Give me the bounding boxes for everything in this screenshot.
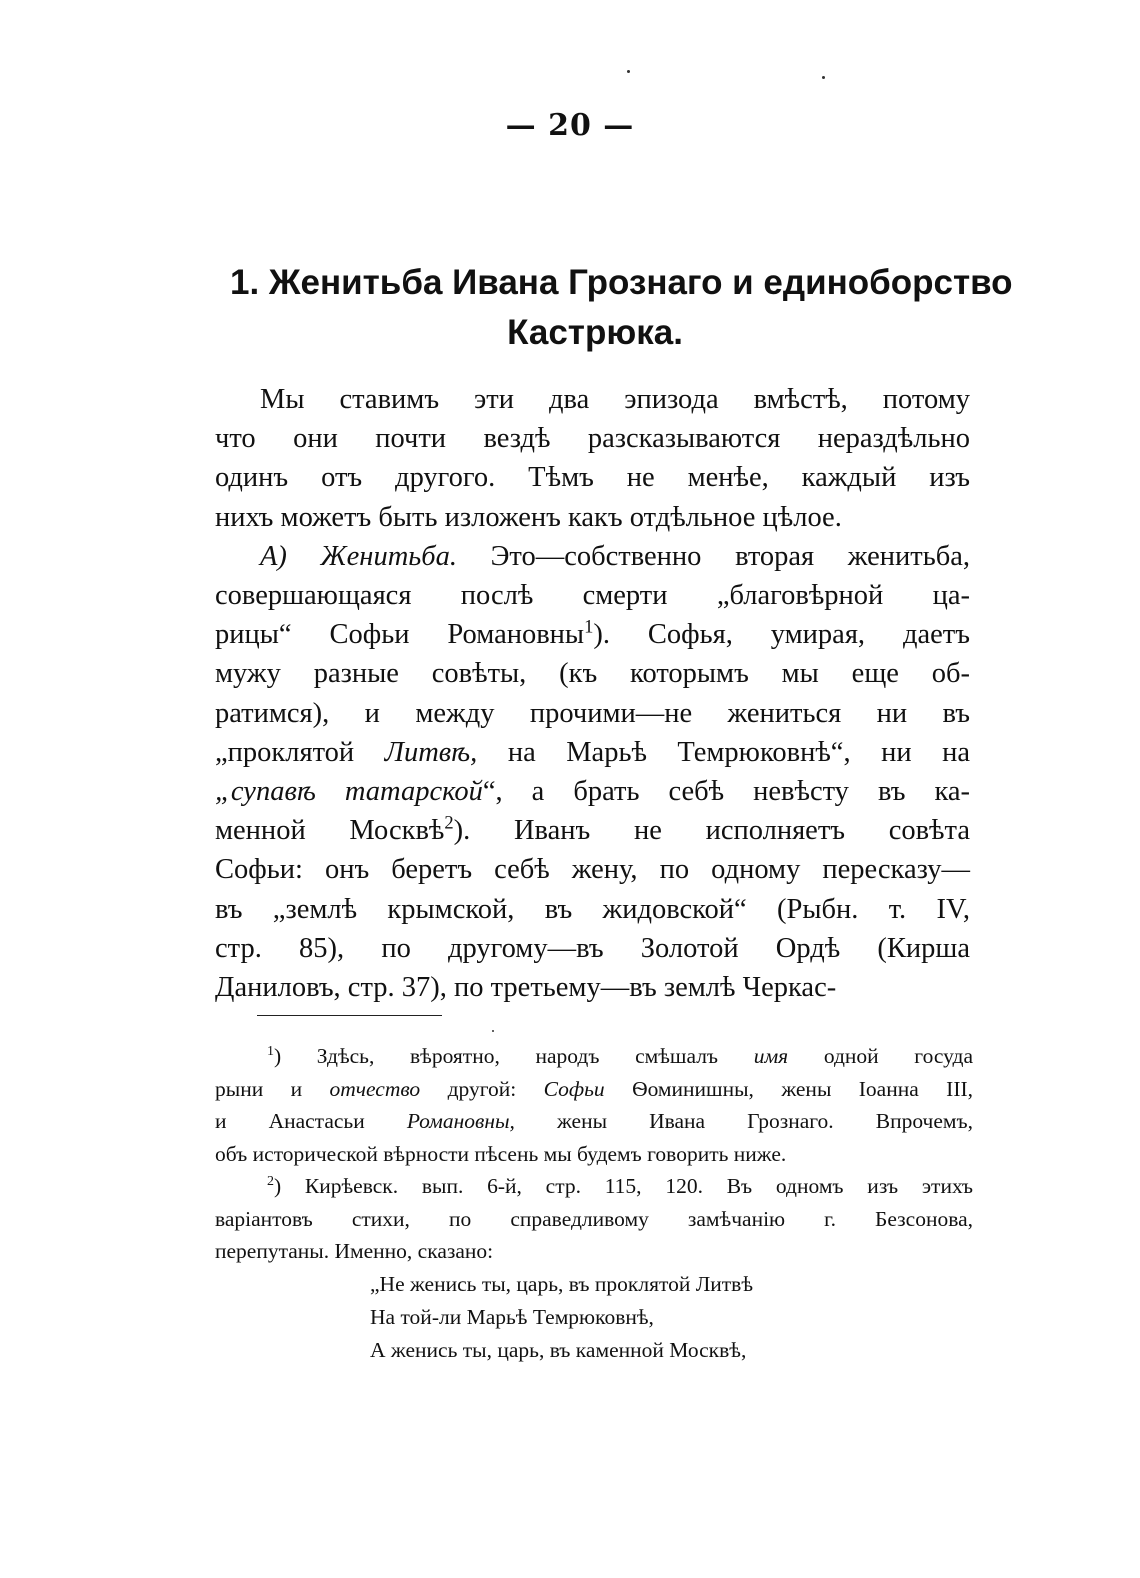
footnote-1-line-1-italic: имя [753, 1044, 789, 1068]
verse-quote [370, 1268, 930, 1367]
footnote-1-line-2-italic-2: Софьи [543, 1076, 605, 1101]
paragraph-2-line-3-pre: рицы“ Софьи Романовны [215, 619, 585, 651]
paragraph-1-line-3: одинъ отъ другого. Тѣмъ не менѣе, каждый изъ [215, 462, 970, 494]
footnote-1-line-2-a: рыни и [215, 1076, 303, 1101]
footnote-ref-1: 1 [584, 616, 594, 638]
paragraph-2-line-3 [215, 615, 970, 654]
paragraph-2-line-6-pre: „проклятой [215, 736, 355, 768]
paragraph-2-line-11: стр. 85), по другому—въ Золотой Ордѣ (Кирша [215, 932, 970, 964]
paragraph-2-line-12: Даниловъ, стр. 37), по третьему—въ землѣ Черкас- [215, 972, 837, 1004]
footnote-1-line-1 [215, 1040, 973, 1073]
paragraph-2-line-1 [215, 537, 970, 576]
footnote-2-line-1 [215, 1170, 973, 1203]
page-number: — 20 — [505, 108, 635, 143]
paragraph-2-line-2: совершающаяся послѣ смерти „благовѣрной ца- [215, 580, 970, 612]
footnote-1-line-2 [215, 1073, 973, 1106]
footnote-2-marker: 2 [267, 1173, 274, 1189]
footnote-ref-2: 2 [444, 812, 454, 834]
footnote-2-line-3: перепутаны. Именно, сказано: [215, 1239, 494, 1263]
paragraph-2-line-1-text: Это—собственно вторая женитьба, [490, 540, 970, 572]
chapter-title [230, 258, 1013, 358]
paragraph-2-line-8-post: ). Иванъ не исполняетъ совѣта [453, 815, 970, 847]
scan-speck-2 [822, 76, 825, 79]
paragraph-2-line-5: ратимся), и между прочими—не жениться ни въ [215, 697, 970, 729]
footnotes [215, 1040, 973, 1268]
section-label: А) [260, 540, 287, 572]
paragraph-2-line-6 [215, 733, 970, 772]
footnote-2-line-2: варіантовъ стихи, по справедливому замѣчанію г. Безсонова, [215, 1206, 973, 1231]
footnote-1-line-3-a: и Анастасьи [215, 1109, 365, 1133]
paragraph-1-line-2: что они почти вездѣ разсказываются нераздѣльно [215, 423, 970, 455]
paragraph-1-line-4: нихъ можетъ быть изложенъ какъ отдѣльное цѣлое. [215, 501, 842, 533]
footnote-1-marker: 1 [267, 1043, 274, 1059]
paragraph-2-line-3-post: ). Софья, умирая, даетъ [593, 619, 970, 651]
footnote-1-line-4: объ исторической вѣрности пѣсень мы будемъ говорить ниже. [215, 1141, 787, 1166]
verse-line-1: „Не женись ты, царь, въ проклятой Литвѣ [370, 1272, 754, 1296]
paragraph-2-line-7-post: “, а брать себѣ невѣсту въ ка- [482, 776, 971, 808]
paragraph-2-line-6-post: на Марьѣ Темрюковнѣ“, ни на [507, 736, 970, 768]
footnote-1-line-3-italic: Романовны, [406, 1109, 515, 1133]
footnote-1-line-3 [215, 1105, 973, 1138]
paragraph-2-line-7 [215, 772, 970, 811]
main-text [215, 380, 970, 1007]
paragraph-1-line-1: Мы ставимъ эти два эпизода вмѣстѣ, потому [260, 384, 970, 415]
paragraph-2-line-4: мужу разные совѣты, (къ которымъ мы еще об- [215, 658, 970, 690]
paragraph-2-line-8 [215, 811, 970, 850]
footnote-1-line-1-b: одной госуда [823, 1044, 973, 1068]
paragraph-2-line-7-italic: „супавѣ татарской [215, 776, 483, 808]
footnote-1-line-2-italic-1: отчество [329, 1076, 421, 1101]
section-heading-italic: Женитьба. [320, 540, 457, 572]
footnote-separator [257, 1015, 442, 1016]
paragraph-2-line-9: Софьи: онъ беретъ себѣ жену, по одному пересказу— [215, 854, 970, 886]
paragraph-2-line-8-pre: менной Москвѣ [215, 815, 445, 847]
chapter-title-line-2: Кастрюка. [507, 313, 683, 352]
scan-speck-3 [492, 1030, 494, 1032]
footnote-1-line-2-b: другой: [447, 1076, 517, 1101]
scan-speck-1 [627, 70, 630, 73]
footnote-1-line-2-c: Ѳоминишны, жены Іоанна III, [632, 1076, 974, 1101]
footnote-1-line-3-b: жены Ивана Грознаго. Впрочемъ, [556, 1109, 973, 1133]
footnote-2-line-1-text: ) Кирѣевск. вып. 6-й, стр. 115, 120. Въ одномъ изъ этихъ [273, 1174, 973, 1198]
verse-line-3: А женись ты, царь, въ каменной Москвѣ, [370, 1338, 747, 1362]
chapter-title-line-1: 1. Женитьба Ивана Грознаго и единоборство [230, 263, 1013, 302]
verse-line-2: На той-ли Марьѣ Темрюковнѣ, [370, 1305, 654, 1329]
paragraph-2-line-6-italic: Литвѣ, [384, 736, 478, 768]
footnote-1-line-1-a: ) Здѣсь, вѣроятно, народъ смѣшалъ [273, 1044, 719, 1068]
paragraph-2-line-10: въ „землѣ крымской, въ жидовской“ (Рыбн. т. IV, [215, 893, 970, 925]
